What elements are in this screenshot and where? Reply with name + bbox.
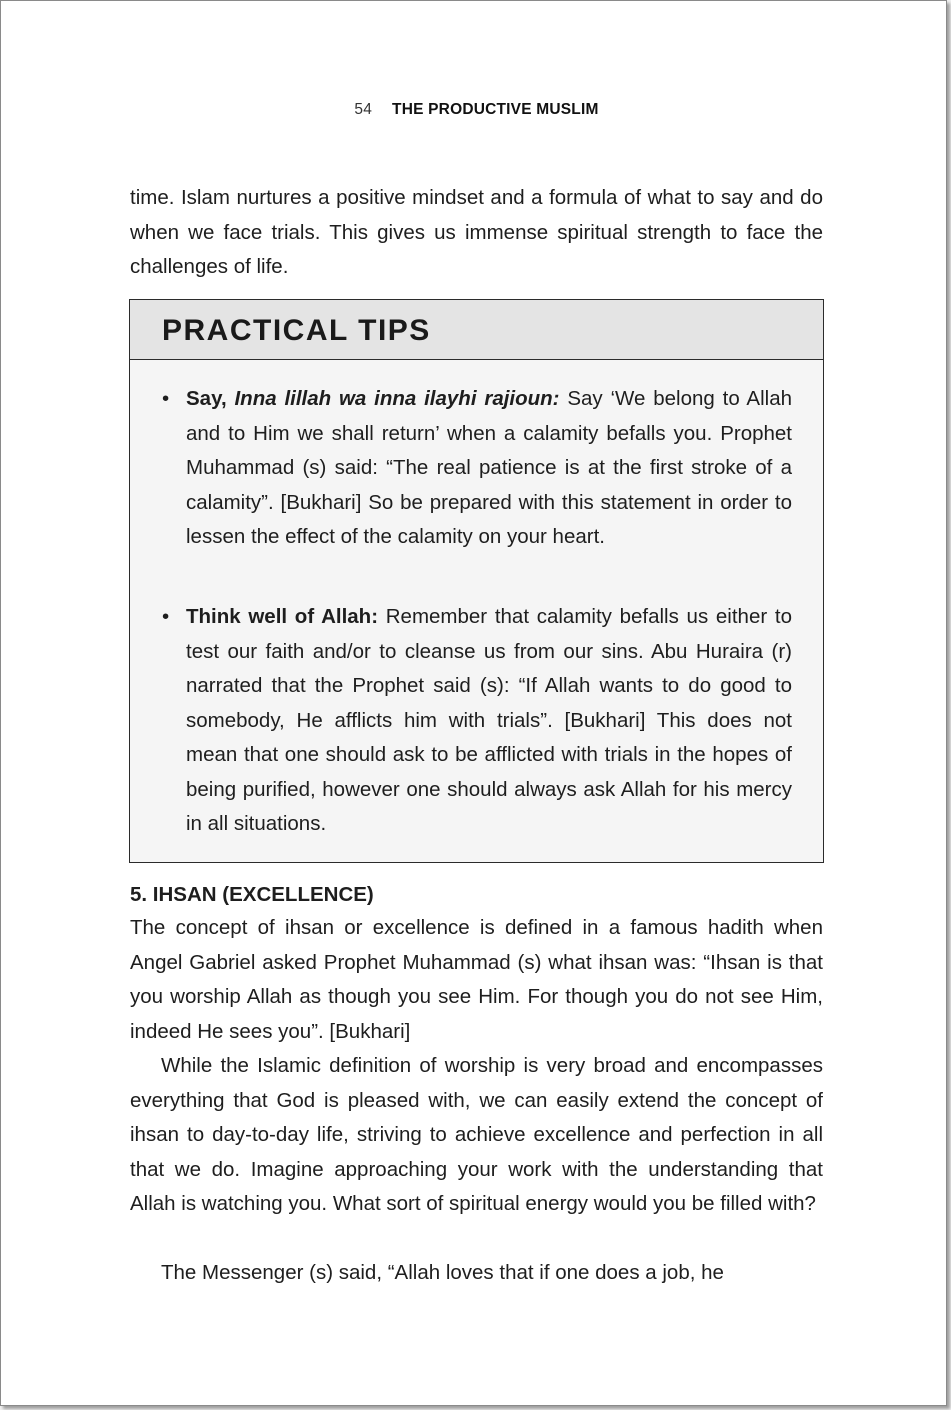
bullet-icon: • — [162, 387, 170, 410]
tip-lead: Think well of Allah: — [186, 605, 379, 628]
practical-tips-box — [129, 299, 824, 863]
tips-title: PRACTICAL TIPS — [130, 300, 823, 360]
running-header — [1, 101, 951, 119]
tip-item — [162, 600, 792, 842]
tip-body: Say ‘We belong to Allah and to Him we shall return’ when a calamity befalls you. Prophet Muhammad (s) said: “The real patience is at the first stroke of a calamity”. [Bukhari] So be prepared with this statement in order to lessen the effect of the calamity on your heart. — [186, 387, 793, 548]
body-paragraph: The concept of ihsan or excellence is defined in a famous hadith when Angel Gabriel asked Prophet Muhammad (s) what ihsan was: “Ihsan is that you worship Allah as though you see Him. For though you do not see Him, indeed He sees you”. [Bukhari] — [130, 916, 823, 1043]
bullet-icon: • — [162, 605, 170, 628]
tip-body: Remember that calamity befalls us either to test our faith and/or to cleanse us from our sins. Abu Huraira (r) narrated that the Prophet said (s): “If Allah wants to do good to somebody, He afflicts him with trials”. [Bukhari] This does not mean that one should ask to be afflicted with trials in the hopes of being purified, however one should always ask Allah for his mercy in all situations. — [186, 605, 792, 835]
book-title: THE PRODUCTIVE MUSLIM — [392, 101, 599, 118]
tip-item — [162, 382, 793, 555]
page-number: 54 — [354, 101, 373, 118]
section-heading: 5. IHSAN (EXCELLENCE) — [130, 883, 374, 906]
intro-paragraph: time. Islam nurtures a positive mindset and a formula of what to say and do when we face trials. This gives us immense spiritual strength to face the challenges of life. — [130, 186, 823, 278]
tip-lead: Say, — [186, 387, 227, 410]
body-paragraph: While the Islamic definition of worship is very broad and encompasses everything that God is pleased with, we can easily extend the concept of ihsan to day-to-day life, striving to achieve excellence and perfection in all that we do. Imagine approaching your work with the understanding that Allah is watching you. What sort of spiritual energy would you be filled with? — [130, 1054, 823, 1215]
tip-lead-italic: Inna lillah wa inna ilayhi rajioun: — [234, 387, 560, 410]
body-paragraph: The Messenger (s) said, “Allah loves that if one does a job, he — [161, 1261, 724, 1284]
